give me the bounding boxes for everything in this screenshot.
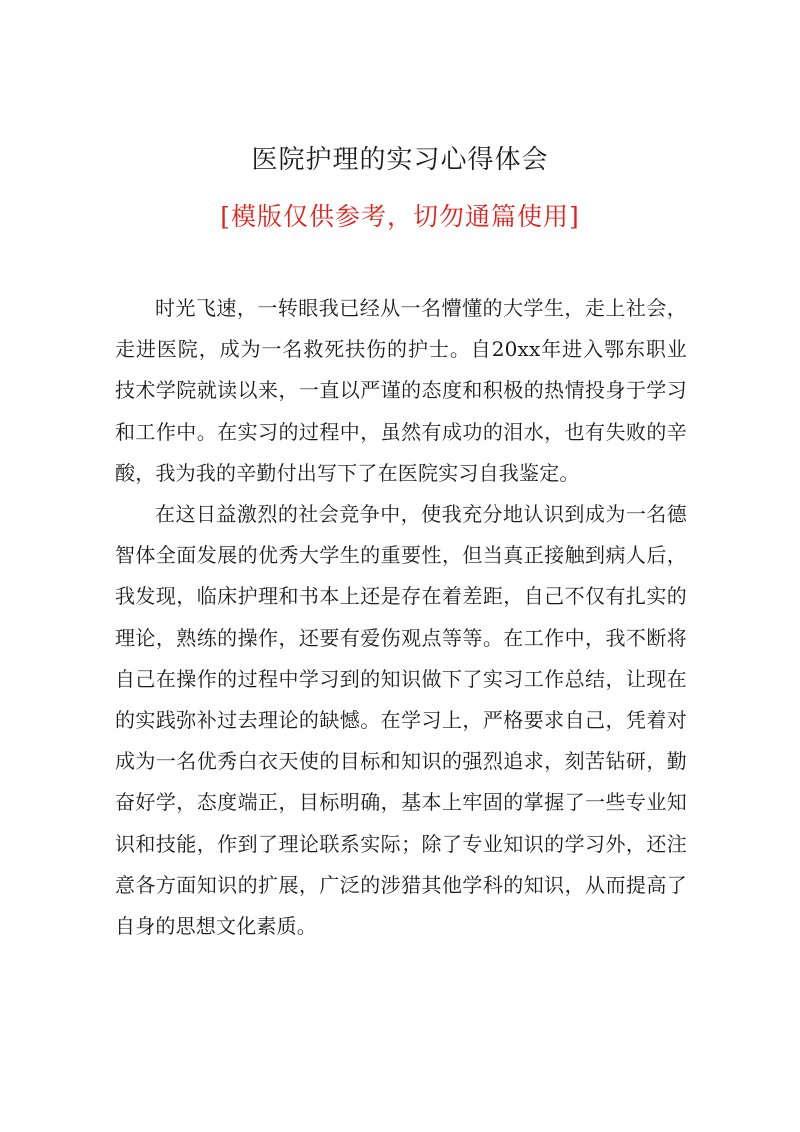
paragraph-1: 时光飞速，一转眼我已经从一名懵懂的大学生，走上社会，走进医院，成为一名救死扶伤的护士。自20xx年进入鄂东职业技术学院就读以来，一直以严谨的态度和积极的热情投身于学习和工作中。在实习的过程中，虽然有成功的泪水，也有失败的辛酸，我为我的辛勤付出写下了在医院实习自我鉴定。 <box>115 296 687 485</box>
template-notice: [模版仅供参考，切勿通篇使用] <box>220 202 580 231</box>
document-title: 医院护理的实习心得体会 <box>251 145 549 175</box>
paragraph-2: 在这日益激烈的社会竞争中，使我充分地认识到成为一名德智体全面发展的优秀大学生的重要性，但当真正接触到病人后，我发现，临床护理和书本上还是存在着差距，自己不仅有扎实的理论，熟练的操作，还要有爱伤观点等等。在工作中，我不断将自己在操作的过程中学习到的知识做下了实习工作总结，让现在的实践弥补过去理论的缺憾。在学习上，严格要求自己，凭着对成为一名优秀白衣天使的目标和知识的强烈追求，刻苦钻研，勤奋好学，态度端正，目标明确，基本上牢固的掌握了一些专业知识和技能，作到了理论联系实际；除了专业知识的学习外，还注意各方面知识的扩展，广泛的涉猎其他学科的知识，从而提高了自身的思想文化素质。 <box>115 502 687 939</box>
document-body <box>115 288 687 947</box>
